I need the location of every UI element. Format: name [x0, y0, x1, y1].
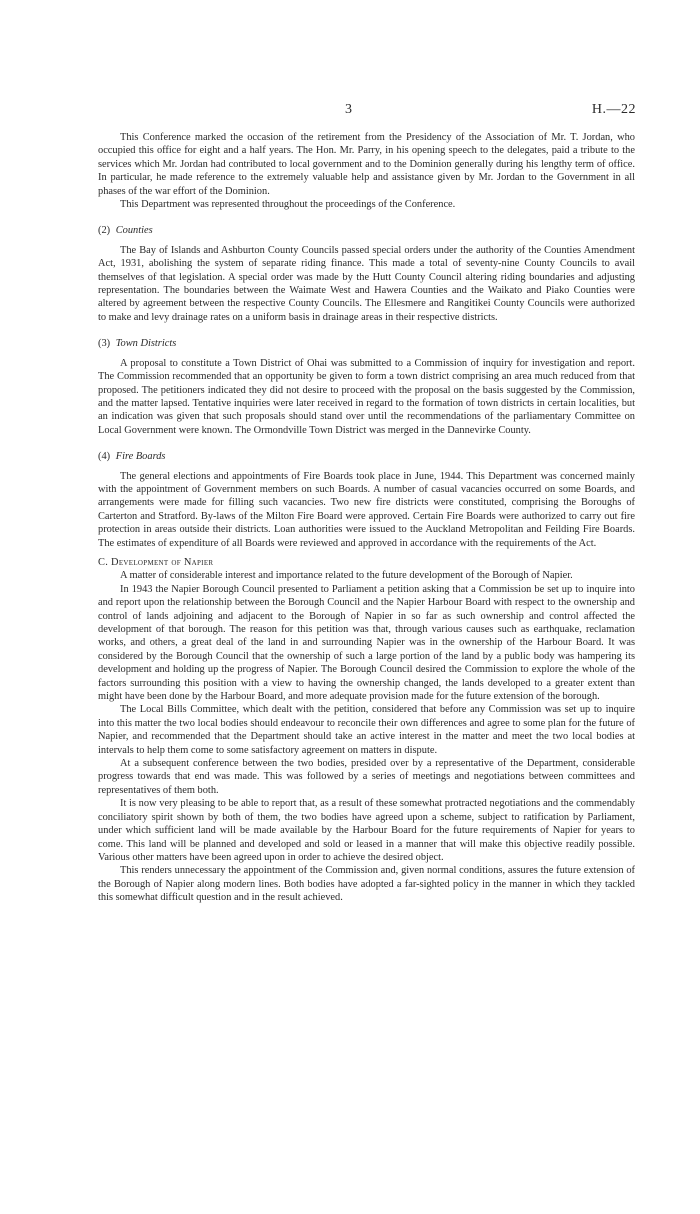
section-paragraph: A proposal to constitute a Town District of Ohai was submitted to a Commission of inquiry for investigation and report. The Commission recommended that an opportunity be given to form a town district comprising an area much reduced from that proposed. The petitioners indicated they did not desire to proceed with the proposal on the basis suggested by the Commission, and the matter lapsed. Tentative inquiries were later received in regard to the formation of town districts in certain localities, but an indication was given that such proposals should stand over until the recommendations of the parliamentary Committee on Local Government were known. The Ormondville Town District was merged in the Dannevirke County.: [98, 357, 635, 436]
section-title: Counties: [115, 225, 153, 237]
page-number: 3: [345, 102, 352, 117]
page-body: [98, 131, 635, 905]
section-heading-town-districts: [98, 337, 635, 350]
section-paragraph: The general elections and appointments of Fire Boards took place in June, 1944. This Department was concerned mainly with the appointment of Government members on such Boards. A number of casual vacancies occurred on some Boards, and arrangements were made for filling such vacancies. Two new fire districts were constituted, comprising the Boroughs of Carterton and Stratford. By-laws of the Milton Fire Board were approved. Certain Fire Boards were authorized to carry out fire protection in areas outside their districts. Loan authorities were issued to the Auckland Metropolitan and Feilding Fire Boards. The estimates of expenditure of all Boards were reviewed and approved in accordance with the requirements of the Act.: [98, 470, 635, 549]
section-paragraph: This renders unnecessary the appointment of the Commission and, given normal conditions, assures the future extension of the Borough of Napier along modern lines. Both bodies have adopted a far-sighted policy in the manner in which they tackled this somewhat difficult question and in the result achieved.: [98, 865, 635, 904]
part-heading-development-of-napier: C. Development of Napier: [98, 556, 214, 568]
section-paragraph: The Bay of Islands and Ashburton County Councils passed special orders under the authority of the Counties Amendment Act, 1931, abolishing the system of separate riding finance. This made a total of seventy-nine County Councils to avail themselves of that legislation. A special order was made by the Hutt County Council altering riding boundaries and adjusting representation. The boundaries between the Waimate West and Hawera Counties and the Waikato and Piako Counties were altered by agreement between the respective County Councils. The Ellesmere and Rangitikei County Councils were authorized to make and levy drainage rates on a uniform basis in drainage areas in their respective districts.: [98, 244, 635, 323]
section-paragraph: In 1943 the Napier Borough Council presented to Parliament a petition asking that a Commission be set up to inquire into and report upon the relationship between the Borough Council and the Napier Harbour Board with respect to the ownership and control of lands adjoining and adjacent to the Borough of Napier in so far as such ownership and control affected the development of that borough. The reason for this petition was that, through various causes such as earthquake, reclamation works, and others, a great deal of the land in and surrounding Napier was in the ownership of the Harbour Board. It was considered by the Borough Council that the ownership of such a large portion of the land by a public body was hampering its development and holding up the progress of Napier. The Borough Council desired the Commission to explore the whole of the factors surrounding this position with a view to having the ownership changed, the lands developed to a greater extent than might have been done by the Harbour Board, and more adequate provision made for the future extension of the borough.: [98, 583, 635, 703]
intro-paragraph: This Conference marked the occasion of the retirement from the Presidency of the Association of Mr. T. Jordan, who occupied this office for eight and a half years. The Hon. Mr. Parry, in his opening speech to the delegates, paid a tribute to the services which Mr. Jordan had contributed to local government and to the Dominion generally during his lengthy term of office. In particular, he made reference to the extremely valuable help and assistance given by Mr. Jordan to the Government in all phases of the war effort of the Dominion.: [98, 132, 635, 197]
section-number: (2): [98, 225, 111, 237]
page-header: [0, 103, 700, 119]
section-title: Fire Boards: [115, 451, 166, 463]
section-heading-fire-boards: [98, 450, 635, 463]
document-code: H.—22: [591, 102, 636, 117]
section-paragraph: At a subsequent conference between the two bodies, presided over by a representative of the Department, considerable progress towards that end was made. This was followed by a series of meetings and negotiations between committees and representatives of them both.: [98, 758, 635, 796]
section-paragraph: The Local Bills Committee, which dealt with the petition, considered that before any Commission was set up to inquire into this matter the two local bodies should endeavour to reconcile their own differences and agree to some plan for the future of Napier, and recommended that the Department should take an active interest in the matter and meet the two local bodies at intervals to help them come to some satisfactory agreement on matters in dispute.: [98, 704, 635, 756]
section-number: (4): [98, 451, 111, 463]
section-title: Town Districts: [115, 338, 177, 350]
intro-paragraph: This Department was represented throughout the proceedings of the Conference.: [120, 199, 456, 211]
section-paragraph: A matter of considerable interest and importance related to the future development of the Borough of Napier.: [120, 570, 573, 582]
section-paragraph: It is now very pleasing to be able to report that, as a result of these somewhat protracted negotiations and the commendably conciliatory spirit shown by both of them, the two bodies have agreed upon a scheme, subject to ratification by Parliament, under which sufficient land will be made available by the Harbour Board for the future requirements of Napier for years to come. This land will be planned and developed and sold or leased in a manner that will make this objective readily possible. Various other matters have been agreed upon in order to achieve the desired object.: [98, 798, 635, 863]
section-number: (3): [98, 338, 111, 350]
section-heading-counties: [98, 224, 635, 237]
